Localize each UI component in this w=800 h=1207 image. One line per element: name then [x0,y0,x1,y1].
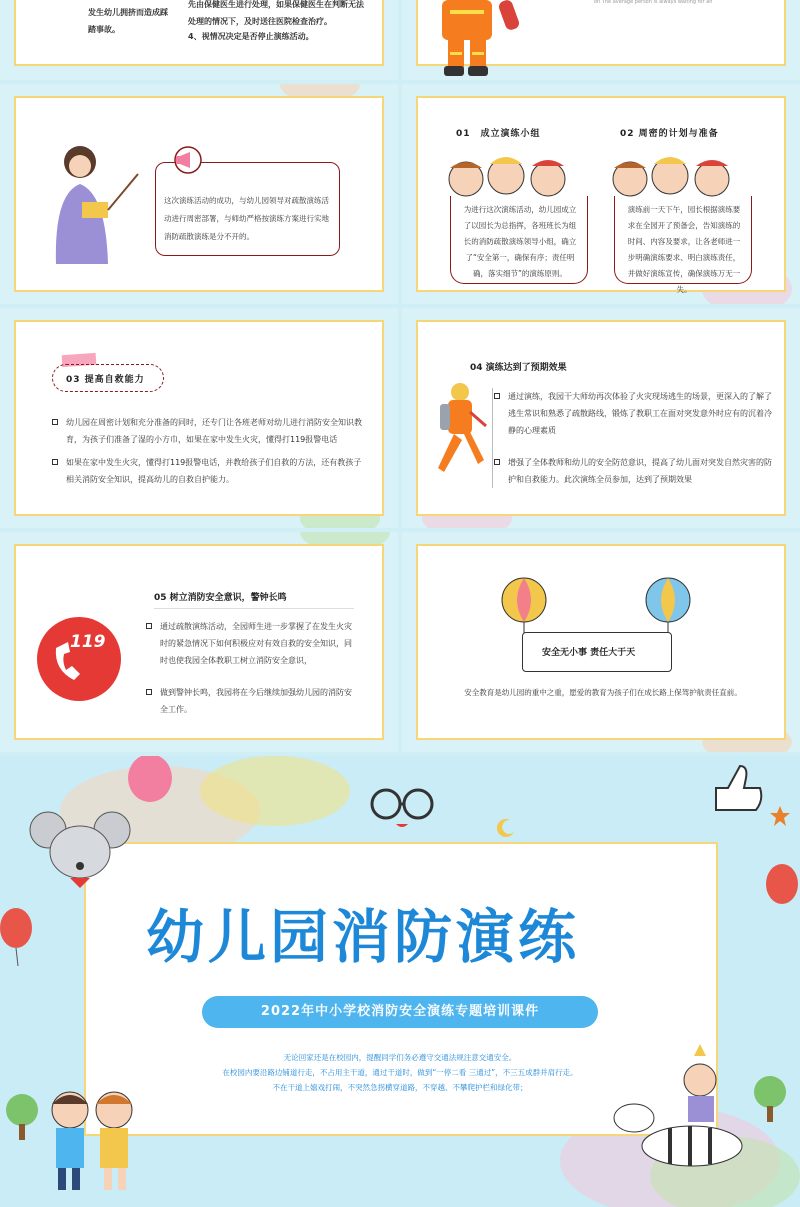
slide-5 [402,308,800,528]
slide-1-right-text: 先由保健医生进行处理，如果保健医生在判断无法处理的情况下，及时送往医院检查治疗。 [188,0,364,26]
cover-line-3: 不在干道上嬉戏打闹，不突然急拐横穿道路，不穿越、不攀爬护栏和绿化带； [272,1083,528,1092]
slide-6-title-underline [154,608,354,609]
slide-1b-caption: on The average person is always waiting for an [594,0,713,5]
balloon-red-right-icon [764,856,800,916]
slide-1b [402,0,800,80]
balloon-red-icon [0,906,40,966]
megaphone-icon [172,146,212,176]
slide-3-col2-text: 演练前一天下午，园长根据演练要求在全园开了预备会，告知演练的时间、内容及要求，让各老师进一步明确演练要求、明白演练责任，并做好演练宣传，确保演练万无一失。 [627,205,741,294]
kids-hugging-icon [40,1086,150,1196]
divider-line [492,388,493,488]
slide-3-col1-title: 01 成立演练小组 [456,129,541,139]
cover-line-1: 无论回家还是在校园内，提醒同学们务必遵守交通法规注意交通安全。 [283,1053,517,1062]
slide-6-title: 05 树立消防安全意识，警钟长鸣 [154,593,287,603]
mouse-character-icon [26,796,136,896]
balloon-pink-icon [128,756,178,816]
emergency-call-icon [34,614,124,704]
moon-icon [496,818,516,838]
glasses-face-icon [368,786,438,826]
zebra-girl-icon [610,1056,760,1196]
slide-1-left-text: 发生幼儿拥挤而造成踩踏事故。 [88,8,168,34]
tree-left-icon [4,1094,44,1144]
thumbs-up-icon [706,760,766,820]
slide-3-col2-title: 02 周密的计划与准备 [620,129,719,139]
slide-5-bullet-1: 通过演练，我园干大师幼再次体验了火灾现场逃生的场景，更深入的了解了逃生常识和熟悉了疏散路线，锻炼了教职工在面对突发意外时应有的沉着冷静的心理素质 [494,388,774,439]
slide-6-icon-number: 119 [70,632,106,652]
balloon-right-icon [644,576,694,636]
slide-6-bullet-1: 通过疏散演练活动，全园师生进一步掌握了在发生火灾时的紧急情况下如何积极应对有效自救的安全知识，同时也使我园全体教职工树立消防安全意识， [146,618,358,669]
slide-7-banner: 安全无小事 责任大于天 [542,648,636,658]
slide-6 [0,532,398,752]
slide-7 [402,532,800,752]
slide-1 [0,0,398,80]
slide-3-col1-text: 为进行这次演练活动，幼儿园成立了以园长为总指挥，各班班长为组长的消防疏散演练领导小组，确立了“安全第一，确保有序；责任明确，落实细节”的演练原则。 [463,205,577,278]
slide-4-bullet-1: 幼儿园在周密计划和充分准备的同时，还专门让各班老师对幼儿进行消防安全知识教育，为孩子们准备了湿的小方巾，如果在家中发生火灾，懂得打119报警电话 [52,414,362,448]
slide-7-text: 安全教育是幼儿园的重中之重，愿爱的教育为孩子们在成长路上保驾护航责任直前。 [464,688,742,697]
slide-5-title: 04 演练达到了预期效果 [470,363,567,373]
teacher-illustration [48,144,148,264]
slide-6-bullet-2: 做到警钟长鸣，我园将在今后继续加强幼儿园的消防安全工作。 [146,684,358,718]
running-firefighter-icon [422,382,492,492]
slide-3 [402,84,800,304]
cover-title: 幼儿园消防演练 [146,903,581,971]
cover-line-2: 在校园内要沿路边铺道行走，不占用主干道，通过干道时，做到“一停二看 三通过”，不三五成群并肩行走。 [222,1068,578,1077]
balloon-left-icon [500,576,550,636]
cover-slide [0,756,800,1207]
slide-5-bullet-2: 增强了全体教师和幼儿的安全防范意识，提高了幼儿面对突发自然灾害的防护和自救能力。此次演练全员参加，达到了预期效果 [494,454,774,488]
slide-2-speech: 这次演练活动的成功，与幼儿园领导对疏散演练活动进行周密部署，与师幼严格按演练方案进行实地消防疏散演练是分不开的。 [164,196,329,241]
slide-4 [0,308,398,528]
slide-1-item-4: 4、视情况决定是否停止演练活动。 [188,32,314,41]
slide-4-title: 03 提高自救能力 [66,375,145,385]
slide-4-bullet-2: 如果在家中发生火灾，懂得打119报警电话，并教给孩子们自救的方法，还有教孩子相关消防安全知识，提高幼儿的自救自护能力。 [52,454,362,488]
slide-2 [0,84,398,304]
star-icon [770,806,790,826]
cover-subtitle: 2022年中小学校消防安全演练专题培训课件 [202,996,598,1028]
firefighter-standing-icon [412,0,532,80]
